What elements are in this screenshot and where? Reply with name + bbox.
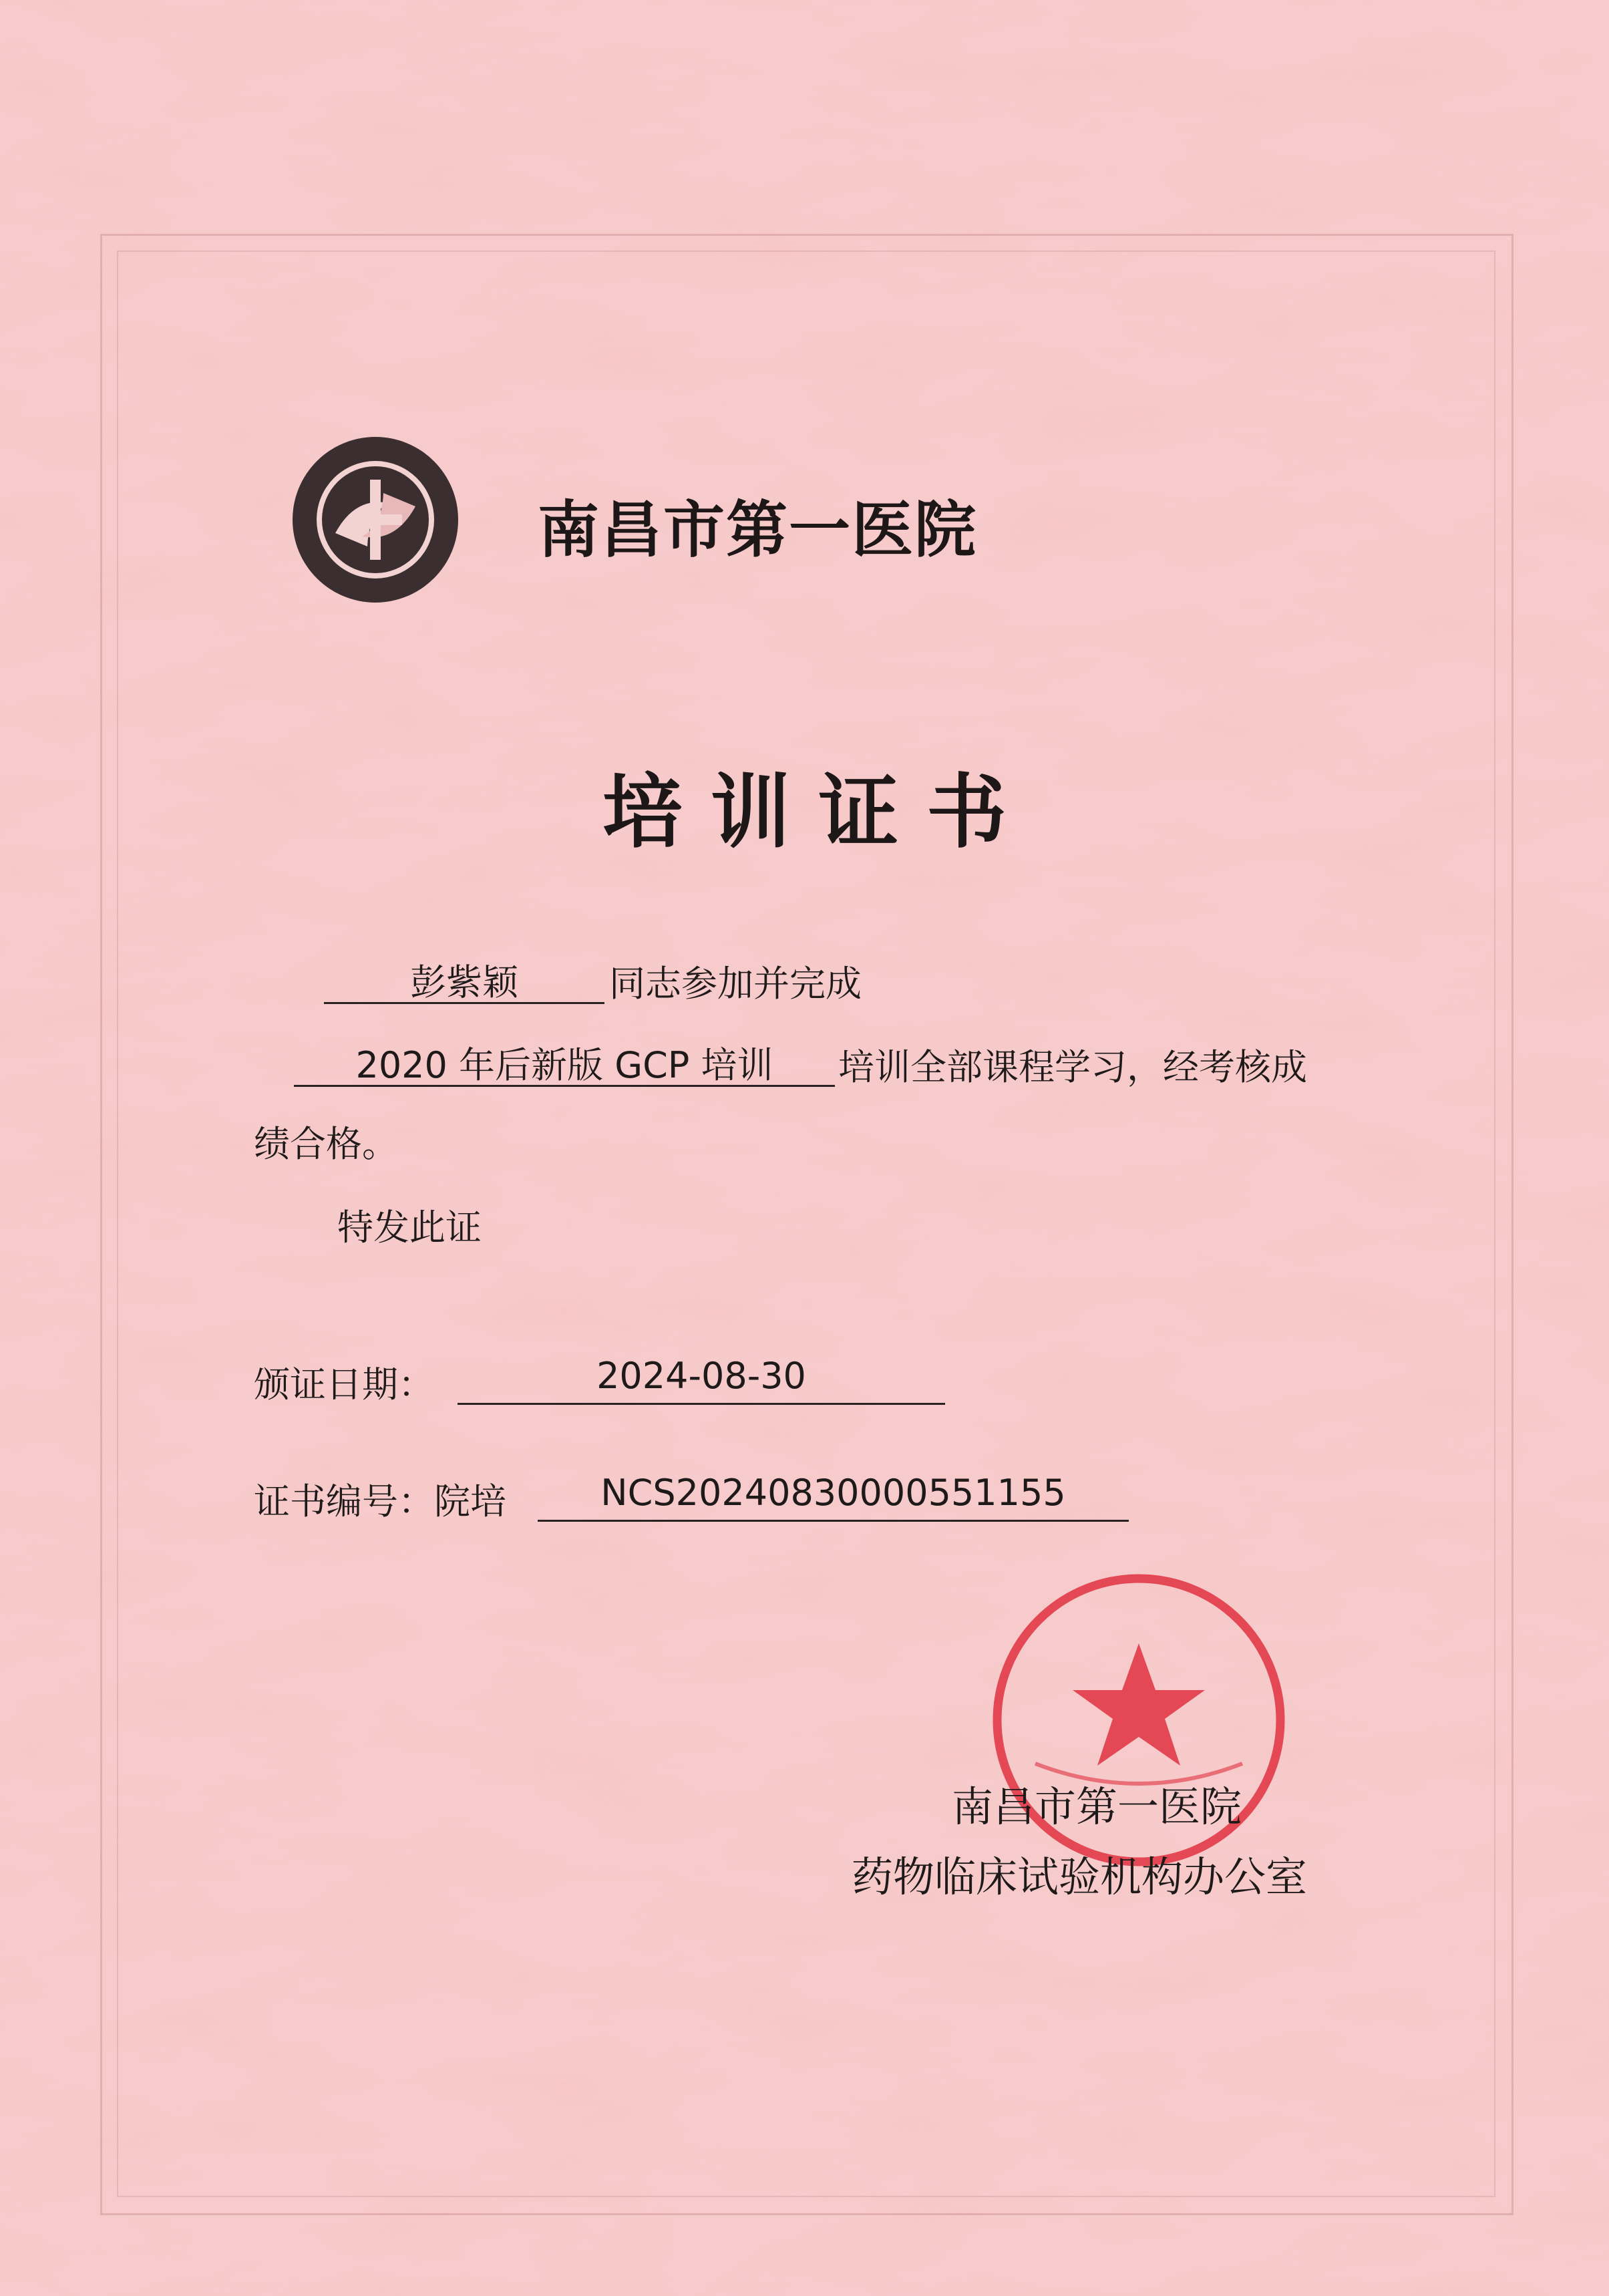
- course-name: 2020 年后新版 GCP 培训: [294, 1037, 835, 1087]
- certificate-number-label: 证书编号：院培: [254, 1480, 506, 1522]
- hospital-name: 南昌市第一医院: [538, 494, 978, 566]
- line3-text: 绩合格。: [254, 1123, 398, 1165]
- hospital-logo-icon: [289, 433, 462, 607]
- certificate-title: 培 训 证 书: [602, 766, 1007, 859]
- issuer-office: 药物临床试验机构办公室: [852, 1852, 1308, 1901]
- line1-suffix: 同志参加并完成: [609, 963, 862, 1005]
- line2-suffix: 培训全部课程学习，经考核成: [838, 1046, 1307, 1088]
- issue-date-label: 颁证日期：: [254, 1363, 434, 1406]
- line4-text: 特发此证: [337, 1206, 482, 1249]
- certificate-number: NCS20240830000551155: [538, 1472, 1129, 1522]
- issue-date: 2024-08-30: [458, 1355, 945, 1405]
- recipient-name: 彭紫颖: [324, 954, 604, 1004]
- issuer-organization: 南昌市第一医院: [952, 1782, 1242, 1831]
